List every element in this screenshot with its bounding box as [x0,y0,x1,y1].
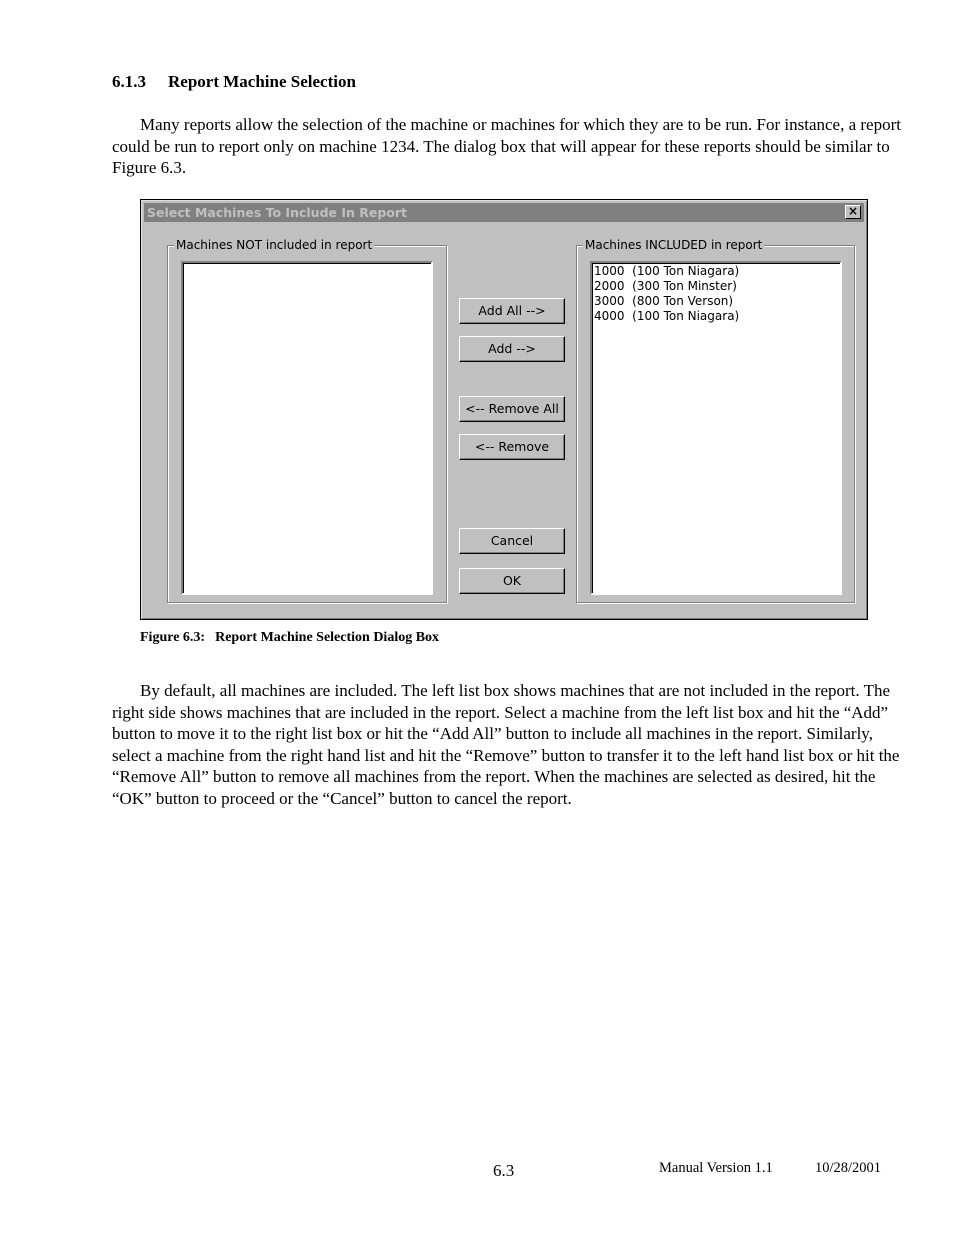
section-title: Report Machine Selection [168,72,356,91]
section-number: 6.1.3 [112,72,146,91]
figure-title: Report Machine Selection Dialog Box [215,630,440,645]
intro-text: Many reports allow the selection of the machine or machines for which they are to be run. For instance, a report could be run to report only on machine 1234. The dialog box that will appear for these reports should be similar to Figure 6.3. [112,115,901,177]
manual-version: Manual Version 1.1 [659,1160,773,1176]
page-number: 6.3 [493,1161,515,1180]
included-label: Machines INCLUDED in report [585,238,763,252]
remove-all-button[interactable]: <-- Remove All [459,396,565,422]
body-text: By default, all machines are included. The left list box shows machines that are not included in the report. The right side shows machines that are included in the report. Select a machine from the left list box and hit the “Add” button to move it to the right list box or hit the “Add All” button to include all machines in the report. Similarly, select a machine from the right hand list and hit the “Remove” button to transfer it to the left hand list box or hit the “Remove All” button to remove all machines from the report. When the machines are selected as desired, hit the “OK” button to proceed or the “Cancel” button to cancel the report. [112,681,900,808]
ok-button[interactable]: OK [459,568,565,594]
manual-date: 10/28/2001 [815,1160,882,1176]
dialog-titlebar [144,203,864,222]
dialog-title: Select Machines To Include In Report [147,205,408,220]
intro-paragraph [112,114,902,179]
figure-label: Figure 6.3: [140,630,206,645]
section-heading [112,72,356,92]
included-listbox[interactable] [590,261,842,595]
not-included-label: Machines NOT included in report [176,238,373,252]
included-groupbox [576,238,855,603]
list-item[interactable]: 1000 (100 Ton Niagara) [594,264,740,278]
remove-button[interactable]: <-- Remove [459,434,565,460]
figure-caption [140,630,439,646]
list-item[interactable]: 2000 (300 Ton Minster) [594,279,737,293]
machine-selection-dialog [140,199,868,620]
body-paragraph [112,680,902,809]
add-button[interactable]: Add --> [459,336,565,362]
close-button[interactable]: × [845,205,861,219]
list-item[interactable]: 3000 (800 Ton Verson) [594,294,734,308]
not-included-listbox[interactable] [181,261,433,595]
cancel-button[interactable]: Cancel [459,528,565,554]
add-all-button[interactable]: Add All --> [459,298,565,324]
list-item[interactable]: 4000 (100 Ton Niagara) [594,309,740,323]
not-included-groupbox [167,238,447,603]
